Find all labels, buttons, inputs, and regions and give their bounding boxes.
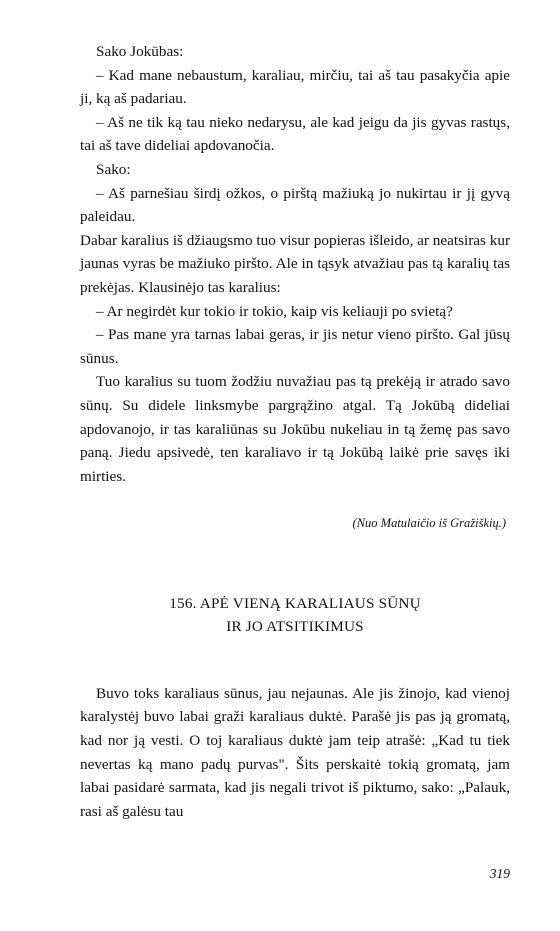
paragraph: Sako Jokūbas: — [96, 43, 184, 60]
paragraph: – Pas mane yra tarnas labai geras, ir jis netur vieno piršto. Gal jūsų sūnus. — [80, 326, 510, 367]
paragraph: Dabar karalius iš džiaugsmo tuo visur popieras išleido, ar neatsiras kur jaunas vyras be mažiuko piršto. Ale in tąsyk atvažiau pas tą karalių tas prekėjas. Klausinėjo tas karalius: — [80, 231, 510, 296]
paragraph: – Aš parnešiau širdį ožkos, o pirštą mažiuką jo nukirtau ir jį gyvą paleidau. — [80, 184, 510, 226]
paragraph: Buvo toks karaliaus sūnus, jau nejaunas. Ale jis žinojo, kad vienoj karalystėj buvo labai graži karaliaus duktė. Parašė jis pas ją gromatą, kad nor ją vesti. O toj karaliaus duktė jam teip atrašė: „Kad tu tiek nevertas ką mano padų purvas". Šits perskaitė tokią gromatą, jam labai pasidarė sarmata, kad jis negali trivot iš piktumo, sako: „Palauk, rasi aš galėsu tau — [80, 684, 510, 820]
story-ending — [80, 40, 510, 488]
book-page — [80, 40, 510, 823]
paragraph: – Kad mane nebaustum, karaliau, mirčiu, tai aš tau pasakyčia apie ji, ką aš padariau. — [80, 66, 510, 108]
paragraph: – Ar negirdėt kur tokio ir tokio, kaip vis keliauji po svietą? — [96, 302, 453, 320]
story-start — [80, 682, 510, 824]
paragraph: Tuo karalius su tuom žodžiu nuvažiau pas tą prekėją ir atrado savo sūnų. Su didele linksmybe pargrąžino atgal. Tą Jokūbą dideliai apdovanojo, ir tas karaliūnas su Jokūbu nukeliau in tą žemę pas savo paną. Jiedu apsivedė, ten karaliavo ir tą Jokūbą laikė prie savęs iki mirties. — [80, 373, 510, 485]
story-heading — [80, 592, 510, 638]
paragraph: Sako: — [96, 160, 131, 178]
source-note: (Nuo Matulaičio iš Gražiškių.) — [352, 516, 506, 531]
heading-line: IR JO ATSITIKIMUS — [226, 617, 364, 635]
page-number: 319 — [489, 866, 510, 881]
paragraph: – Aš ne tik ką tau nieko nedarysu, ale kad jeigu da jis gyvas rastųs, tai aš tave dideliai apdovanočia. — [80, 113, 510, 155]
heading-line: 156. APĖ VIENĄ KARALIAUS SŪNŲ — [169, 594, 421, 612]
